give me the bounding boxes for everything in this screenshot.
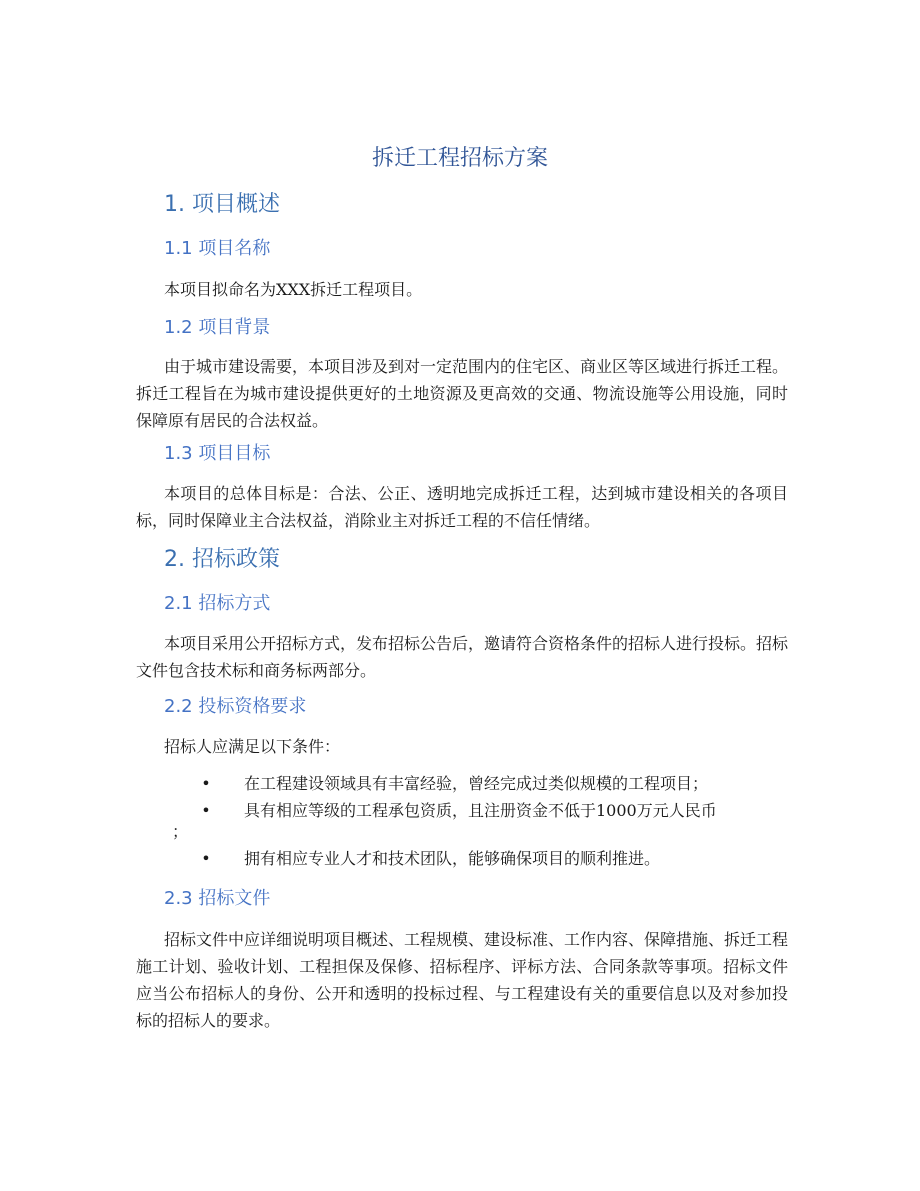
section-2-1-text: 本项目采用公开招标方式，发布招标公告后，邀请符合资格条件的招标人进行投标。招标文件包含技术标和商务标两部分。 bbox=[136, 634, 789, 680]
section-2-heading: 2. 招标政策 bbox=[164, 547, 280, 572]
section-1-2-text: 由于城市建设需要，本项目涉及到对一定范围内的住宅区、商业区等区域进行拆迁工程。拆迁工程旨在为城市建设提供更好的土地资源及更高效的交通、物流设施等公用设施，同时保障原有居民的合法权益。 bbox=[136, 357, 789, 430]
list-item-text: 拥有相应专业人才和技术团队，能够确保项目的顺利推进。 bbox=[244, 849, 661, 868]
section-2-3-heading: 2.3 招标文件 bbox=[164, 888, 271, 909]
list-item-text: 在工程建设领域具有丰富经验，曾经完成过类似规模的工程项目； bbox=[244, 774, 709, 793]
bullet-icon: • bbox=[201, 801, 211, 820]
section-1-3-text: 本项目的总体目标是：合法、公正、透明地完成拆迁工程，达到城市建设相关的各项目标，同时保障业主合法权益，消除业主对拆迁工程的不信任情绪。 bbox=[136, 484, 788, 530]
bullet-icon: • bbox=[201, 774, 211, 793]
section-2-1-heading: 2.1 招标方式 bbox=[164, 593, 271, 614]
section-1-3-heading: 1.3 项目目标 bbox=[164, 443, 271, 464]
section-1-heading: 1. 项目概述 bbox=[164, 192, 280, 217]
list-item-text: 具有相应等级的工程承包资质，且注册资金不低于1000万元人民币 bbox=[244, 801, 717, 820]
bullet-icon: • bbox=[201, 849, 211, 868]
section-2-2-intro: 招标人应满足以下条件： bbox=[164, 737, 341, 756]
section-1-2-heading: 1.2 项目背景 bbox=[164, 317, 271, 338]
list-item-tail: ； bbox=[172, 822, 189, 841]
section-2-2-heading: 2.2 投标资格要求 bbox=[164, 696, 307, 717]
section-2-3-text: 招标文件中应详细说明项目概述、工程规模、建设标准、工作内容、保障措施、拆迁工程施工计划、验收计划、工程担保及保修、招标程序、评标方法、合同条款等事项。招标文件应当公布招标人的身份、公开和透明的投标过程、与工程建设有关的重要信息以及对参加投标的招标人的要求。 bbox=[136, 930, 789, 1030]
document-title: 拆迁工程招标方案 bbox=[371, 146, 548, 171]
section-1-1-text: 本项目拟命名为XXX拆迁工程项目。 bbox=[164, 280, 423, 299]
section-1-1-heading: 1.1 项目名称 bbox=[164, 238, 271, 259]
